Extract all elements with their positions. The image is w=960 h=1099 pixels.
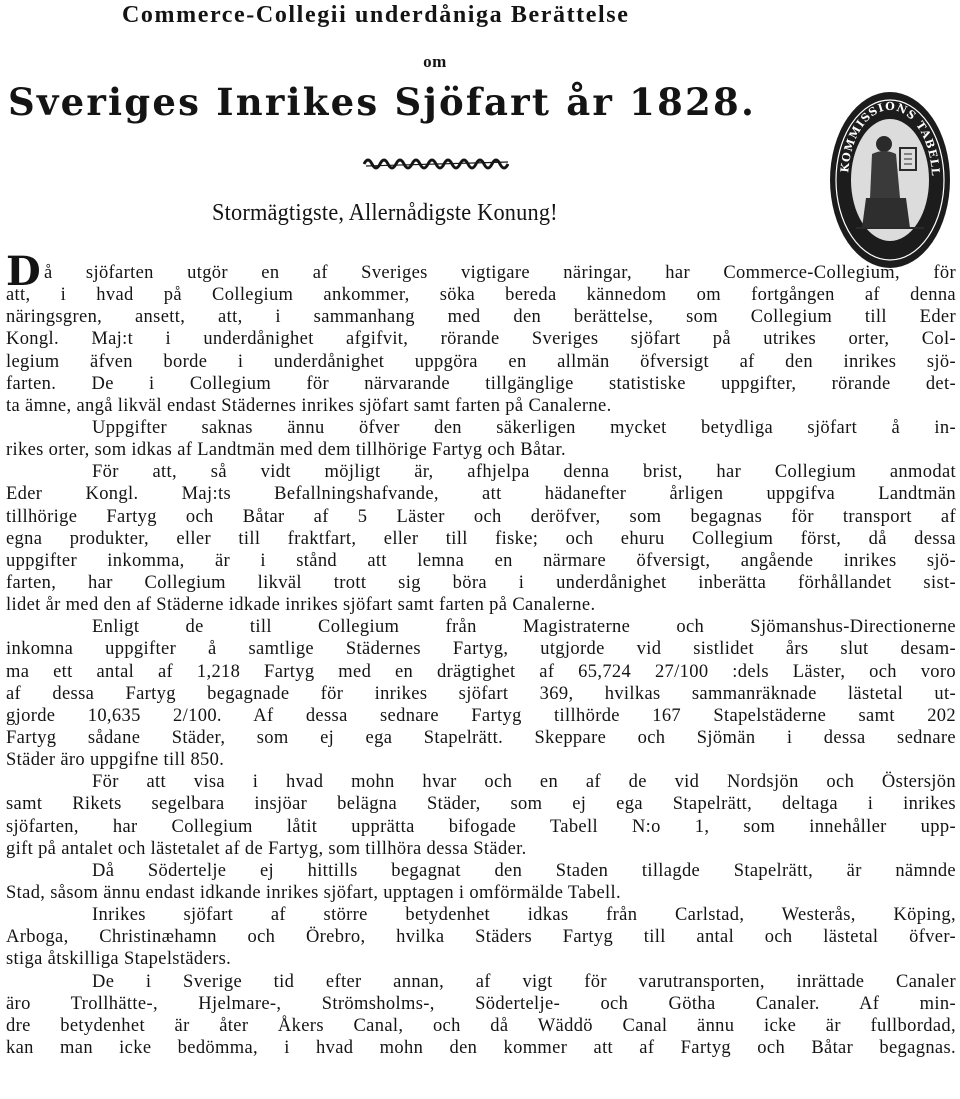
text-line <box>6 550 956 572</box>
text-line <box>6 395 956 417</box>
text-line <box>6 993 956 1015</box>
text-line <box>6 948 956 970</box>
text-line <box>6 461 956 483</box>
text-line-content: Städer äro uppgifne till 850. <box>6 750 225 771</box>
text-line <box>6 439 956 461</box>
text-line <box>6 816 956 838</box>
text-line-content: samt Rikets segelbara insjöar belägna Städer, som ej ega Stapelrätt, deltaga i inrikes <box>6 794 956 815</box>
text-line-content: Då Södertelje ej hittills begagnat den Staden tillagde Stapelrätt, är nämnde <box>92 860 956 881</box>
text-line <box>6 483 956 505</box>
text-line-content: lidet år med den af Städerne idkade inrikes sjöfart samt farten på Canalerne. <box>6 595 596 616</box>
text-line <box>6 1037 956 1059</box>
text-line-content: farten. De i Collegium för närvarande tillgänglige statistiske uppgifter, rörande det- <box>6 373 956 394</box>
text-line <box>6 572 956 594</box>
text-line-content: inkomna uppgifter å samtlige Städernes Fartyg, utgjorde vid sistlidet års slut desam- <box>6 639 956 660</box>
text-line <box>6 248 956 295</box>
text-line <box>6 638 956 660</box>
header-top-line: Commerce-Collegii underdåniga Berättelse <box>122 2 630 28</box>
text-line-content: De i Sverige tid efter annan, af vigt för varutransporten, inrättade Canaler <box>92 971 956 992</box>
text-line <box>6 284 956 306</box>
text-line-content: Enligt de till Collegium från Magistraterne och Sjömanshus-Directionerne <box>92 617 956 638</box>
text-line <box>6 373 956 395</box>
text-line <box>6 306 956 328</box>
ornament-divider-icon <box>362 152 512 174</box>
text-line <box>6 506 956 528</box>
text-line-content: tillhörige Fartyg och Båtar af 5 Läster och deröfver, som begagnas för transport af <box>6 506 956 527</box>
text-line <box>6 971 956 993</box>
text-line-content: För att visa i hvad mohn hvar och en af de vid Nordsjön och Östersjön <box>92 772 956 793</box>
text-line-content: att, i hvad på Collegium ankommer, söka bereda kännedom om fortgången af denna <box>6 285 956 306</box>
text-line <box>6 793 956 815</box>
text-line-content: Fartyg sådane Städer, som ej ega Stapelrätt. Skeppare och Sjömän i dessa sednare <box>6 727 956 748</box>
text-line <box>6 771 956 793</box>
text-line <box>6 749 956 771</box>
text-line <box>6 926 956 948</box>
text-line-content: För att, så vidt möjligt är, afhjelpa denna brist, har Collegium anmodat <box>92 462 956 483</box>
text-line-content: Eder Kongl. Maj:ts Befallningshafvande, att hädanefter årligen uppgifva Landtmän <box>6 484 956 505</box>
text-line <box>6 860 956 882</box>
text-line <box>6 727 956 749</box>
text-line <box>6 683 956 705</box>
text-line <box>6 661 956 683</box>
text-line-content: egna produkter, eller till fraktfart, eller till fiske; och ehuru Collegium först, då dessa <box>6 528 956 549</box>
text-line <box>6 838 956 860</box>
text-line <box>6 351 956 373</box>
text-line-content: Inrikes sjöfart af större betydenhet idkas från Carlstad, Westerås, Köping, <box>92 905 956 926</box>
text-line <box>6 528 956 550</box>
text-line <box>6 594 956 616</box>
text-line-content: af dessa Fartyg begagnade för inrikes sjöfart 369, hvilkas sammanräknade lästetal ut- <box>6 683 956 704</box>
text-line <box>6 904 956 926</box>
text-line <box>6 1015 956 1037</box>
seal-emblem-icon <box>826 88 954 272</box>
text-line <box>6 882 956 904</box>
text-line-content: å sjöfarten utgör en af Sveriges vigtigare näringar, har Commerce-Collegium, för <box>44 263 956 283</box>
text-line-content: ta ämne, angå likväl endast Städernes inrikes sjöfart samt farten på Canalerne. <box>6 395 612 416</box>
text-line-content: farten, har Collegium likväl trott sig böra i underdånighet inberätta förhållandet sist- <box>6 572 956 593</box>
text-line-content: legium äfven borde i underdånighet uppgöra en allmän öfversigt af den inrikes sjö- <box>6 351 956 372</box>
text-line-content: näringsgren, ansett, att, i sammanhang med den berättelse, som Collegium till Eder <box>6 307 956 328</box>
text-line <box>6 328 956 350</box>
report-body <box>6 248 956 1059</box>
header-om: om <box>423 52 447 71</box>
salutation: Stormägtigste, Allernådigste Konung! <box>212 200 558 226</box>
text-line <box>6 616 956 638</box>
text-line-content: sjöfarten, har Collegium låtit upprätta bifogade Tabell N:o 1, som innehåller upp- <box>6 816 956 837</box>
text-line-content: kan man icke bedömma, i hvad mohn den kommer att af Fartyg och Båtar begagnas. <box>6 1037 956 1058</box>
page-title: Sveriges Inrikes Sjöfart år 1828. <box>8 80 757 124</box>
text-line <box>6 417 956 439</box>
text-line-content: stiga åtskilliga Stapelstäders. <box>6 949 232 970</box>
text-line-content: ma ett antal af 1,218 Fartyg med en drägtighet af 65,724 27/100 :dels Läster, och voro <box>6 661 956 682</box>
text-line-content: gift på antalet och lästetalet af de Fartyg, som tillhöra dessa Städer. <box>6 838 527 859</box>
text-line <box>6 705 956 727</box>
text-line-content: Stad, såsom ännu endast idkande inrikes sjöfart, upptagen i omförmälde Tabell. <box>6 882 621 903</box>
text-line-content: uppgifter inkomma, är i stånd att lemna en närmare öfversigt, angående inrikes sjö- <box>6 550 956 571</box>
text-line-content: Uppgifter saknas ännu öfver den säkerligen mycket betydliga sjöfart å in- <box>92 417 956 438</box>
text-line-content: Kongl. Maj:t i underdånighet afgifvit, rörande Sveriges sjöfart på utrikes orter, Col- <box>6 329 956 350</box>
text-line-content: gjorde 10,635 2/100. Af dessa sednare Fartyg tillhörde 167 Stapelstäderne samt 202 <box>6 705 956 726</box>
seal-inscription: KOMMISSIONS TABELL <box>838 99 943 177</box>
text-line-content: dre betydenhet är åter Åkers Canal, och då Wäddö Canal ännu icke är fullbordad, <box>6 1015 956 1036</box>
text-line-content: Arboga, Christinæhamn och Örebro, hvilka Städers Fartyg till antal och lästetal öfver- <box>6 927 956 948</box>
dropcap: D <box>6 248 42 295</box>
text-line-content: äro Trollhätte-, Hjelmare-, Strömsholms-, Södertelje- och Götha Canaler. Af min- <box>6 993 956 1014</box>
text-line-content: rikes orter, som idkas af Landtmän med dem tillhörige Fartyg och Båtar. <box>6 440 566 461</box>
